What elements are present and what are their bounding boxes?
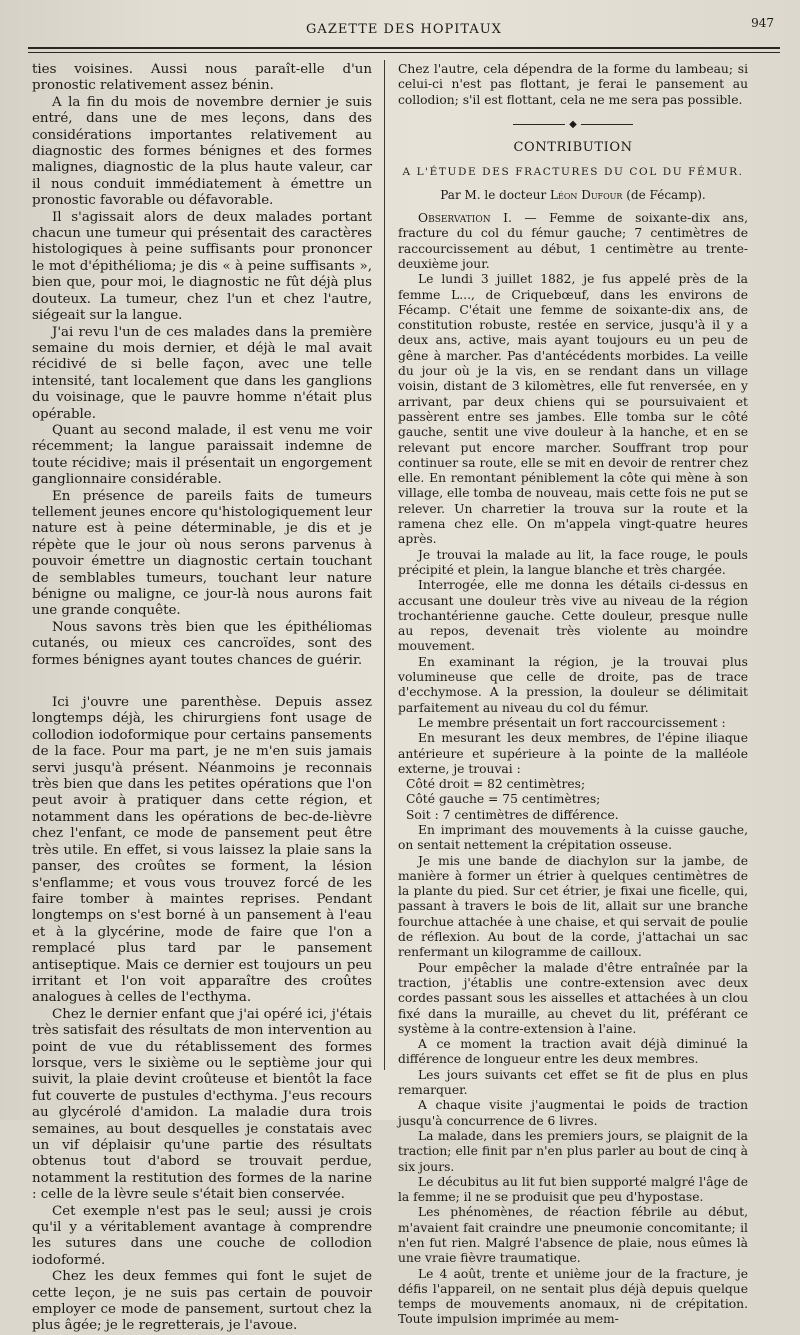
section-gap [32,669,372,695]
paragraph: En présence de pareils faits de tumeurs tellement jeunes encore qu'histologiquement leur nature est à peine déterminable, je dis et je répète que le jour où nous serons parvenus à pouvoir émettre un diagnostic certain touchant de semblables tumeurs, touchant leur nature bénigne ou maligne, ce jour-là nous aurons fait une grande conquête. [32,488,372,619]
byline-author: Léon Dufour [550,187,623,202]
diamond-icon: ◆ [569,118,577,130]
paragraph: Je mis une bande de diachylon sur la jambe, de manière à former un étrier à quelques centimètres de la plante du pied. Sur cet étrier, je fixai une ficelle, qui, passant à travers le bois de lit, allait sur une branche fourchue attachée à une chaise, et qui servait de poulie de réflexion. Au bout de la corde, j'attachai un sac renfermant un kilogramme de cailloux. [398,853,748,960]
paragraph: Chez les deux femmes qui font le sujet de cette leçon, je ne suis pas certain de pouvoir employer ce mode de pansement, surtout chez la plus âgée; je le regretterais, je l'avoue. [32,1269,372,1334]
paragraph: Le décubitus au lit fut bien supporté malgré l'âge de la femme; il ne se produisit que peu d'hypostase. [398,1174,748,1205]
paragraph: A la fin du mois de novembre dernier je suis entré, dans une de mes leçons, dans des considérations importantes relativement au diagnostic des formes bénignes et des formes malignes, diagnostic de la plus haute valeur, car il nous conduit immédiatement à émettre un pronostic favorable ou défavorable. [32,94,372,209]
paragraph: Ici j'ouvre une parenthèse. Depuis assez longtemps déjà, les chirurgiens font usage de collodion iodoformique pour certains pansements de la face. Pour ma part, je ne m'en suis jamais servi jusqu'à présent. Néanmoins je reconnais très bien que dans les petites opérations que l'on peut avoir à pratiquer dans cette région, et notamment dans les opérations de bec-de-lièvre chez l'enfant, ce mode de pansement peut être très utile. En effet, si vous laissez la plaie sans la panser, des croûtes se forment, la lésion s'enflamme; et vous vous trouvez forcé de les faire tomber à maintes reprises. Pendant longtemps on s'est borné à un pansement à l'eau et à la glycérine, mode de faire que l'on a remplacé plus tard par le pansement antiseptique. Mais ce dernier est toujours un peu irritant et l'on voit apparaître des croûtes analogues à celles de l'ecthyma. [32,695,372,1006]
paragraph: ties voisines. Aussi nous paraît-elle d'un pronostic relativement assez bénin. [32,62,372,94]
right-column [398,62,748,1328]
measurement-line: Côté gauche = 75 centimètres; [406,792,601,807]
byline-prefix: Par M. le docteur [440,187,547,202]
paragraph: J'ai revu l'un de ces malades dans la première semaine du mois dernier, et déjà le mal avait récidivé de si belle façon, avec une telle intensité, tant localement que dans les ganglions du voisinage, que le pauvre homme n'était plus opérable. [32,324,372,422]
paragraph: Il s'agissait alors de deux malades portant chacun une tumeur qui présentait des caractères histologiques à peine suffisants pour prononcer le mot d'épithélioma; je dis « à peine suffisants », bien que, pour moi, le diagnostic ne fût déjà plus douteux. La tumeur, chez l'un et chez l'autre, siégeait sur la langue. [32,209,372,324]
observation-summary [398,211,748,272]
measurement-line: Soit : 7 centimètres de différence. [406,807,619,822]
paragraph: Interrogée, elle me donna les détails ci-dessus en accusant une douleur très vive au niveau de la région trochantérienne gauche. Cette douleur, presque nulle au repos, devenait très violente au moindre mouvement. [398,578,748,654]
paragraph: Chez le dernier enfant que j'ai opéré ici, j'étais très satisfait des résultats de mon intervention au point de vue du rétablissement des formes lorsque, vers le sixième ou le septième jour qui suivit, la plaie devint croûteuse et bientôt la face fut couverte de pustules d'ecthyma. J'eus recours au glycérolé d'amidon. La maladie dura trois semaines, au bout desquelles je constatais avec un vif déplaisir qu'une partie des résultats obtenus tout d'abord se trouvait perdue, notamment la restitution des formes de la narine : celle de la lèvre seule s'était bien conservée. [32,1006,372,1203]
page-header [28,14,780,44]
paragraph: Quant au second malade, il est venu me voir récemment; la langue paraissait indemne de toute récidive; mais il présentait un engorgement ganglionnaire considérable. [32,422,372,488]
paragraph: En examinant la région, je la trouvai plus volumineuse que celle de droite, pas de trace d'ecchymose. A la pression, la douleur se délimitait parfaitement au niveau du col du fémur. [398,654,748,715]
observation-label: Observation I. [418,211,512,226]
article-byline [398,187,748,203]
running-title: GAZETTE DES HOPITAUX [306,22,502,37]
paragraph: En mesurant les deux membres, de l'épine iliaque antérieure et supérieure à la pointe de la malléole externe, je trouvai : [398,731,748,776]
left-column [32,62,372,1335]
article-subtitle: A L'ÉTUDE DES FRACTURES DU COL DU FÉMUR. [402,166,744,179]
paragraph: Nous savons très bien que les épithéliomas cutanés, ou mieux ces cancroïdes, sont des formes bénignes ayant toutes chances de guérir. [32,619,372,668]
paragraph: Pour empêcher la malade d'être entraînée par la traction, j'établis une contre-extension avec deux cordes passant sous les aisselles et attachées à un clou fixé dans la muraille, au chevet du lit, préférant ce système à la contre-extension à l'aine. [398,960,748,1036]
paragraph: A chaque visite j'augmentai le poids de traction jusqu'à concurrence de 6 livres. [398,1098,748,1128]
paragraph: A ce moment la traction avait déjà diminué la différence de longueur entre les deux membres. [398,1037,748,1067]
header-rule-thin [28,52,780,53]
paragraph: Les phénomènes, de réaction fébrile au début, m'avaient fait craindre une pneumonie concomitante; il n'en fut rien. Malgré l'absence de plaie, nous eûmes là une vraie fièvre traumatique. [398,1205,748,1266]
byline-suffix: (de Fécamp). [626,187,706,202]
paragraph: La malade, dans les premiers jours, se plaignit de la traction; elle finit par n'en plus parler au bout de cinq à six jours. [398,1128,748,1174]
column-divider [384,60,385,1070]
paragraph: Le lundi 3 juillet 1882, je fus appelé près de la femme L..., de Criquebœuf, dans les environs de Fécamp. C'était une femme de soixante-dix ans, de constitution robuste, restée en service, jusqu'à il y a deux ans, active, mais ayant toujours eu un peu de gêne à marcher. Pas d'antécédents morbides. La veille du jour où je la vis, en se rendant dans un village voisin, distant de 3 kilomètres, elle fut renversée, en y arrivant, par deux chiens qui se poursuivaient et passèrent entre ses jambes. Elle tomba sur le côté gauche, sentit une vive douleur à la hanche, et en se relevant put encore marcher. Souffrant trop pour continuer sa route, elle se mit en devoir de rentrer chez elle. En remontant péniblement la côte qui mène à son village, elle tomba de nouveau, mais cette fois ne put se relever. Un charretier la trouva sur la route et la ramena chez elle. On m'appela vingt-quatre heures après. [398,272,748,547]
paragraph: Je trouvai la malade au lit, la face rouge, le pouls précipité et plein, la langue blanche et très chargée. [398,547,748,577]
page-number: 947 [751,16,774,30]
paragraph: En imprimant des mouvements à la cuisse gauche, on sentait nettement la crépitation osseuse. [398,822,748,853]
paragraph: Le membre présentait un fort raccourcissement : [418,715,726,730]
paragraph: Cet exemple n'est pas le seul; aussi je crois qu'il y a véritablement avantage à comprendre les sutures dans une couche de collodion iodoformé. [32,1203,372,1268]
section-ornament [398,120,748,130]
measurement-line: Côté droit = 82 centimètres; [406,777,586,792]
paragraph: Le 4 août, trente et unième jour de la fracture, je défis l'appareil, on ne sentait plus déjà depuis quelque temps de mouvements anomaux, ni de crépitation. Toute impulsion imprimée au mem- [398,1266,748,1327]
article-title: CONTRIBUTION [513,139,633,155]
paragraph: Chez l'autre, cela dépendra de la forme du lambeau; si celui-ci n'est pas flottant, je ferai le pansement au collodion; s'il est flottant, cela ne me sera pas possible. [398,62,748,107]
header-rule-thick [28,47,780,49]
observation-text: — Femme de soixante-dix ans, fracture du col du fémur gauche; 7 centimètres de raccourcissement au début, 1 centimètre au trente-deuxième jour. [398,211,748,271]
paragraph: Les jours suivants cet effet se fit de plus en plus remarquer. [398,1067,748,1098]
